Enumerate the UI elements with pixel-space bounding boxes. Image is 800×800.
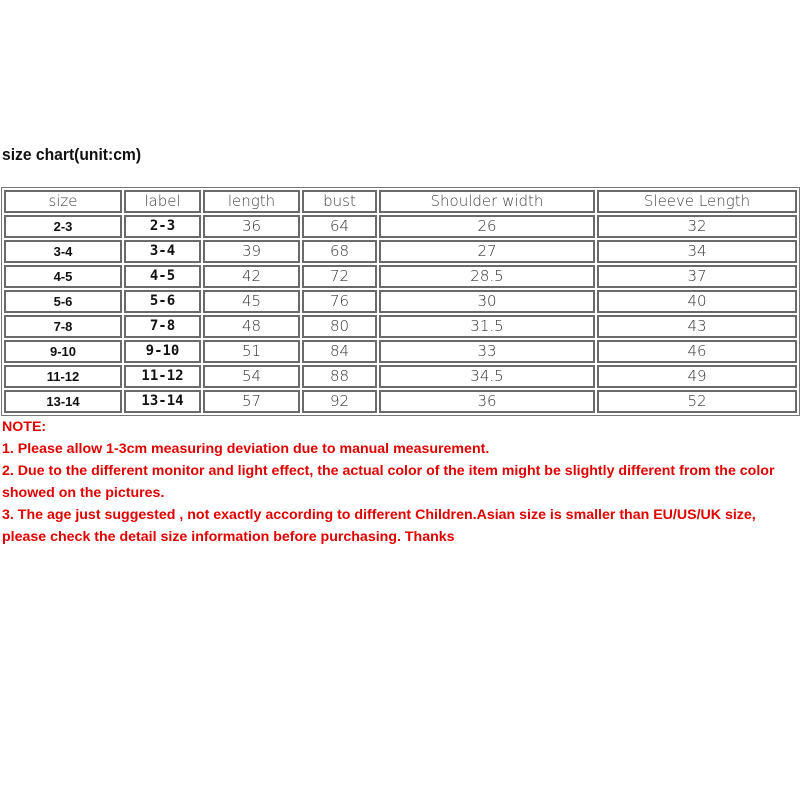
cell-size: 11-12 — [4, 365, 122, 388]
cell-size: 7-8 — [4, 315, 122, 338]
cell-shoulder-width: 34.5 — [379, 365, 595, 388]
cell-label: 4-5 — [124, 265, 201, 288]
cell-sleeve-length: 40 — [597, 290, 797, 313]
cell-bust: 92 — [302, 390, 377, 413]
cell-shoulder-width: 33 — [379, 340, 595, 363]
cell-size: 4-5 — [4, 265, 122, 288]
cell-shoulder-width: 31.5 — [379, 315, 595, 338]
cell-label: 9-10 — [124, 340, 201, 363]
note-line: 2. Due to the different monitor and light effect, the actual color of the item might be slightly different from the color showed on the pictures. — [2, 463, 775, 501]
cell-sleeve-length: 34 — [597, 240, 797, 263]
cell-length: 42 — [203, 265, 300, 288]
cell-sleeve-length: 43 — [597, 315, 797, 338]
cell-label: 7-8 — [124, 315, 201, 338]
cell-bust: 88 — [302, 365, 377, 388]
cell-sleeve-length: 37 — [597, 265, 797, 288]
cell-length: 48 — [203, 315, 300, 338]
column-header: Shoulder width — [379, 190, 595, 213]
cell-shoulder-width: 27 — [379, 240, 595, 263]
table-row — [4, 290, 797, 313]
cell-size: 3-4 — [4, 240, 122, 263]
cell-size: 2-3 — [4, 215, 122, 238]
size-chart-title: size chart(unit:cm) — [2, 145, 142, 164]
cell-length: 39 — [203, 240, 300, 263]
note-heading: NOTE: — [2, 419, 47, 435]
cell-bust: 80 — [302, 315, 377, 338]
column-header: bust — [302, 190, 377, 213]
cell-length: 51 — [203, 340, 300, 363]
cell-bust: 72 — [302, 265, 377, 288]
cell-length: 45 — [203, 290, 300, 313]
column-header: Sleeve Length — [597, 190, 797, 213]
column-header: size — [4, 190, 122, 213]
cell-length: 54 — [203, 365, 300, 388]
cell-sleeve-length: 52 — [597, 390, 797, 413]
cell-shoulder-width: 30 — [379, 290, 595, 313]
table-row — [4, 265, 797, 288]
cell-bust: 64 — [302, 215, 377, 238]
cell-sleeve-length: 46 — [597, 340, 797, 363]
cell-shoulder-width: 28.5 — [379, 265, 595, 288]
cell-label: 2-3 — [124, 215, 201, 238]
note-line: 3. The age just suggested , not exactly according to different Children.Asian size is smaller than EU/US/UK size, please check the detail size information before purchasing. Thanks — [2, 507, 756, 545]
cell-length: 36 — [203, 215, 300, 238]
cell-label: 3-4 — [124, 240, 201, 263]
size-chart-table — [1, 187, 800, 416]
column-header: length — [203, 190, 300, 213]
cell-label: 11-12 — [124, 365, 201, 388]
cell-bust: 84 — [302, 340, 377, 363]
cell-shoulder-width: 36 — [379, 390, 595, 413]
cell-bust: 76 — [302, 290, 377, 313]
table-row — [4, 390, 797, 413]
note-line: 1. Please allow 1-3cm measuring deviation due to manual measurement. — [2, 441, 490, 457]
cell-label: 5-6 — [124, 290, 201, 313]
notes — [2, 416, 798, 548]
cell-sleeve-length: 32 — [597, 215, 797, 238]
table-row — [4, 240, 797, 263]
cell-bust: 68 — [302, 240, 377, 263]
column-header: label — [124, 190, 201, 213]
cell-size: 13-14 — [4, 390, 122, 413]
header-row — [4, 190, 797, 213]
table-row — [4, 315, 797, 338]
cell-sleeve-length: 49 — [597, 365, 797, 388]
cell-shoulder-width: 26 — [379, 215, 595, 238]
cell-length: 57 — [203, 390, 300, 413]
table-row — [4, 365, 797, 388]
cell-size: 9-10 — [4, 340, 122, 363]
table-row — [4, 340, 797, 363]
cell-size: 5-6 — [4, 290, 122, 313]
table-row — [4, 215, 797, 238]
cell-label: 13-14 — [124, 390, 201, 413]
